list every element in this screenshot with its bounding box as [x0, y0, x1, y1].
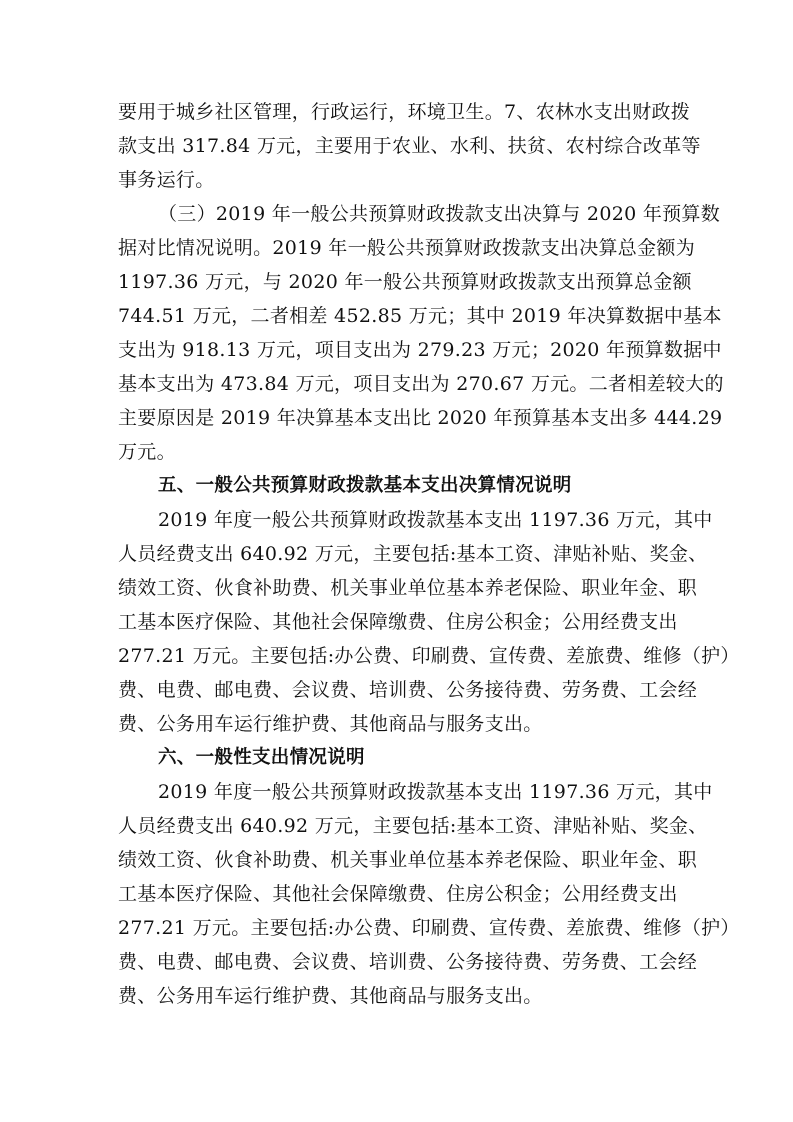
text-line: 主要原因是 2019 年决算基本支出比 2020 年预算基本支出多 444.29: [118, 407, 723, 429]
text-line: 744.51 万元，二者相差 452.85 万元；其中 2019 年决算数据中基本: [118, 305, 722, 327]
text-line: 绩效工资、伙食补助费、机关事业单位基本养老保险、职业年金、职: [118, 577, 698, 599]
text-line: 2019 年度一般公共预算财政拨款基本支出 1197.36 万元，其中: [158, 509, 713, 531]
document-body: [118, 95, 740, 1013]
text-line: 款支出 317.84 万元，主要用于农业、水利、扶贫、农村综合改革等: [118, 135, 701, 157]
text-line: 工基本医疗保险、其他社会保障缴费、住房公积金；公用经费支出: [118, 611, 678, 633]
text-line: 要用于城乡社区管理，行政运行，环境卫生。7、农林水支出财政拨: [118, 101, 691, 123]
paragraph-expenditure-continuation: [118, 95, 701, 197]
text-line: 277.21 万元。主要包括:办公费、印刷费、宣传费、差旅费、维修（护）: [118, 645, 740, 667]
paragraph-general-expenditure: [118, 775, 740, 1013]
text-line: 费、电费、邮电费、会议费、培训费、公务接待费、劳务费、工会经: [118, 951, 698, 973]
text-line: 工基本医疗保险、其他社会保障缴费、住房公积金；公用经费支出: [118, 883, 678, 905]
text-line: 据对比情况说明。2019 年一般公共预算财政拨款支出决算总金额为: [118, 237, 695, 259]
text-line: 费、公务用车运行维护费、其他商品与服务支出。: [118, 985, 543, 1007]
text-line: 费、电费、邮电费、会议费、培训费、公务接待费、劳务费、工会经: [118, 679, 698, 701]
section-heading-basic-expenditure: 五、一般公共预算财政拨款基本支出决算情况说明: [158, 475, 572, 496]
paragraph-basic-expenditure: [118, 503, 740, 741]
text-line: （三）2019 年一般公共预算财政拨款支出决算与 2020 年预算数: [158, 203, 721, 225]
text-line: 人员经费支出 640.92 万元，主要包括:基本工资、津贴补贴、奖金、: [118, 815, 708, 837]
text-line: 支出为 918.13 万元，项目支出为 279.23 万元；2020 年预算数据中: [118, 339, 722, 361]
text-line: 事务运行。: [118, 169, 215, 191]
text-line: 277.21 万元。主要包括:办公费、印刷费、宣传费、差旅费、维修（护）: [118, 917, 740, 939]
text-line: 1197.36 万元，与 2020 年一般公共预算财政拨款支出预算总金额: [118, 271, 692, 293]
paragraph-budget-comparison: [118, 197, 724, 469]
section-heading-general-expenditure: 六、一般性支出情况说明: [158, 747, 365, 768]
text-line: 万元。: [118, 441, 176, 463]
text-line: 费、公务用车运行维护费、其他商品与服务支出。: [118, 713, 543, 735]
text-line: 2019 年度一般公共预算财政拨款基本支出 1197.36 万元，其中: [158, 781, 713, 803]
text-line: 人员经费支出 640.92 万元，主要包括:基本工资、津贴补贴、奖金、: [118, 543, 708, 565]
text-line: 绩效工资、伙食补助费、机关事业单位基本养老保险、职业年金、职: [118, 849, 698, 871]
text-line: 基本支出为 473.84 万元，项目支出为 270.67 万元。二者相差较大的: [118, 373, 724, 395]
